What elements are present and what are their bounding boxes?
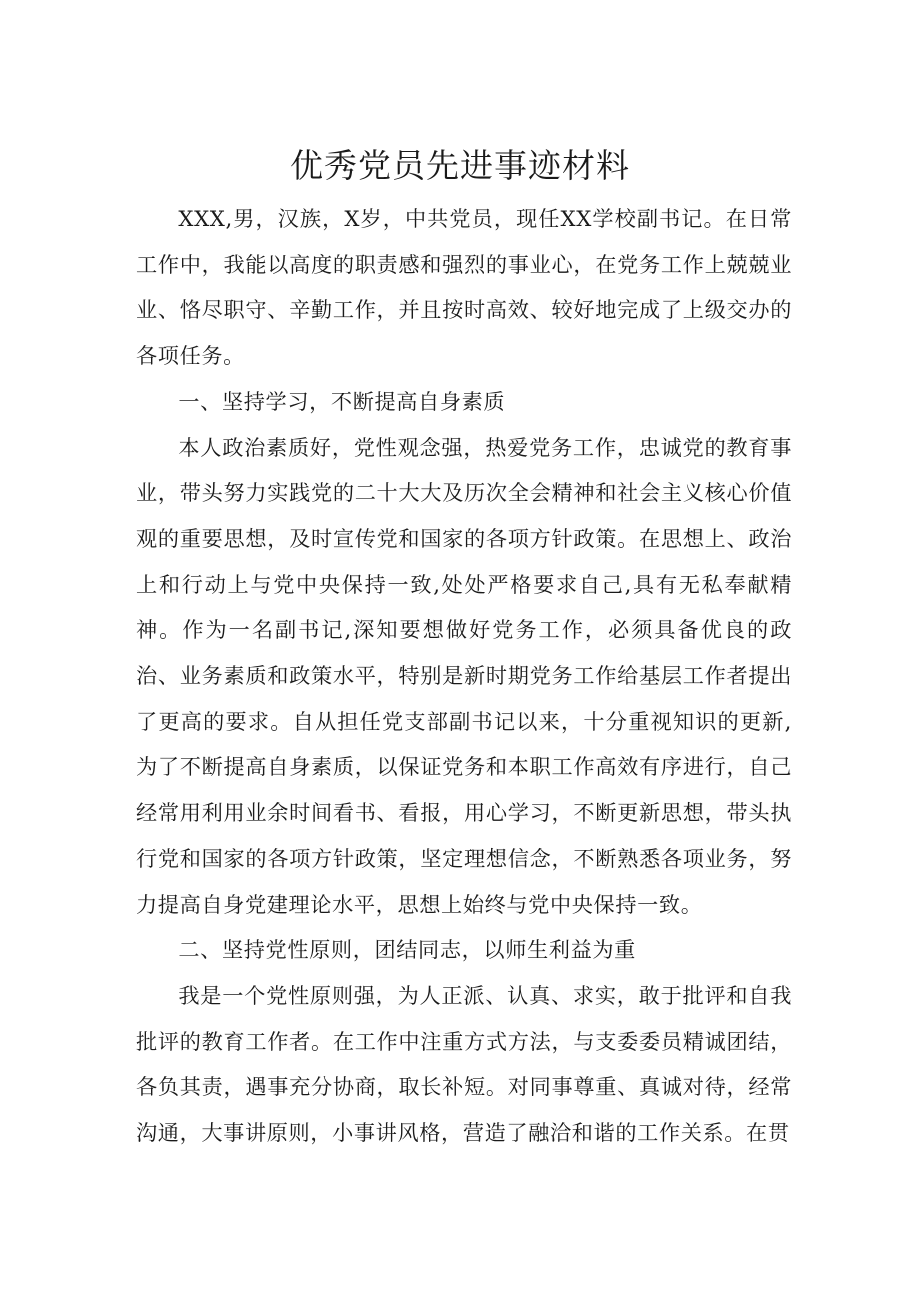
intro-paragraph: XXX,男，汉族，X岁，中共党员，现任XX学校副书记。在日常工作中，我能以高度的职责感和强烈的事业心，在党务工作上兢兢业业、恪尽职守、辛勤工作，并且按时高效、较好地完成了上级交办的各项任务。 — [136, 206, 792, 369]
document-title: 优秀党员先进事迹材料 — [290, 146, 630, 185]
section-heading-2: 二、坚持党性原则，团结同志，以师生利益为重 — [178, 937, 636, 963]
section-heading-1: 一、坚持学习，不断提高自身素质 — [178, 388, 506, 414]
document-body — [136, 196, 792, 1156]
section-1-paragraph: 本人政治素质好，党性观念强，热爱党务工作，忠诚党的教育事业，带头努力实践党的二十大大及历次全会精神和社会主义核心价值观的重要思想，及时宣传党和国家的各项方针政策。在思想上、政治上和行动上与党中央保持一致,处处严格要求自己,具有无私奉献精神。作为一名副书记,深知要想做好党务工作，必须具备优良的政治、业务素质和政策水平，特别是新时期党务工作给基层工作者提出了更高的要求。自从担任党支部副书记以来，十分重视知识的更新,为了不断提高自身素质，以保证党务和本职工作高效有序进行，自己经常用利用业余时间看书、看报，用心学习，不断更新思想，带头执行党和国家的各项方针政策，坚定理想信念，不断熟悉各项业务，努力提高自身党建理论水平，思想上始终与党中央保持一致。 — [136, 434, 792, 917]
section-2-paragraph: 我是一个党性原则强，为人正派、认真、求实，敢于批评和自我批评的教育工作者。在工作中注重方式方法，与支委委员精诚团结，各负其责，遇事充分协商，取长补短。对同事尊重、真诚对待，经常沟通，大事讲原则，小事讲风格，营造了融洽和谐的工作关系。在贯 — [136, 982, 792, 1146]
